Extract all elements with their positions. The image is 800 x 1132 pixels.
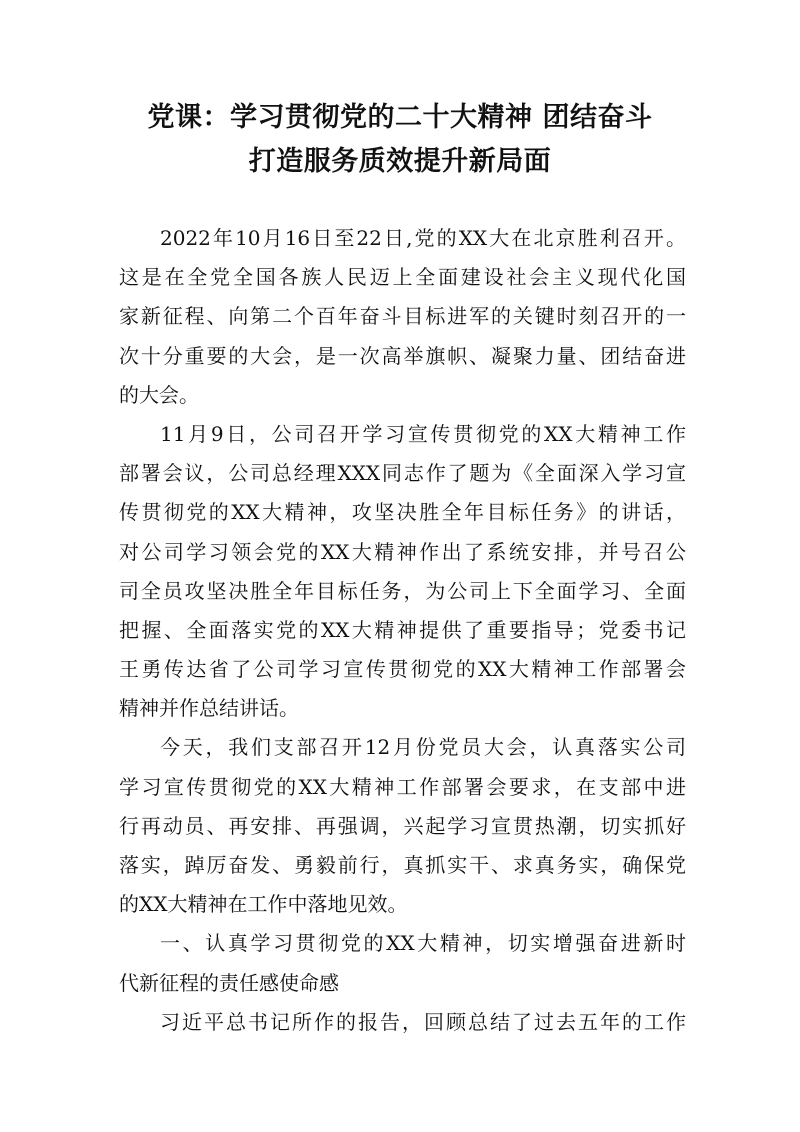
title-line: 打造服务质效提升新局面 xyxy=(248,146,552,177)
text-line: 的大会。 xyxy=(119,382,199,407)
text-line: 对公司学习领会党的XX大精神作出了系统安排，并号召公 xyxy=(119,539,686,564)
text-line: 的XX大精神在工作中落地见效。 xyxy=(119,892,408,917)
text-line: 次十分重要的大会，是一次高举旗帜、凝聚力量、团结奋进 xyxy=(119,343,686,368)
text-line: 精神并作总结讲话。 xyxy=(119,696,299,721)
text-line: 部署会议，公司总经理XXX同志作了题为《全面深入学习宣 xyxy=(119,461,686,486)
text-line: 王勇传达省了公司学习宣传贯彻党的XX大精神工作部署会 xyxy=(119,657,686,682)
paragraph xyxy=(119,1003,686,1042)
text-line: 学习宣传贯彻党的XX大精神工作部署会要求，在支部中进 xyxy=(119,774,686,799)
title-line: 党课：学习贯彻党的二十大精神 团结奋斗 xyxy=(147,102,653,133)
paragraph xyxy=(119,728,686,924)
text-line: 11月9日，公司召开学习宣传贯彻党的XX大精神工作 xyxy=(160,421,686,446)
text-line: 传贯彻党的XX大精神，攻坚决胜全年目标任务》的讲话， xyxy=(119,500,686,525)
text-line: 行再动员、再安排、再强调，兴起学习宣贯热潮，切实抓好 xyxy=(119,813,686,838)
text-line: 家新征程、向第二个百年奋斗目标进军的关键时刻召开的一 xyxy=(119,304,686,329)
document-title xyxy=(100,96,700,184)
document-body xyxy=(119,219,686,1042)
section-heading xyxy=(119,924,686,1002)
paragraph xyxy=(119,415,686,729)
text-line: 落实，踔厉奋发、勇毅前行，真抓实干、求真务实，确保党 xyxy=(119,853,686,877)
text-line: 代新征程的责任感使命感 xyxy=(119,970,339,995)
text-line: 习近平总书记所作的报告，回顾总结了过去五年的工作 xyxy=(160,1009,686,1034)
text-line: 一、认真学习贯彻党的XX大精神，切实增强奋进新时 xyxy=(160,931,686,956)
text-line: 2022年10月16日至22日,党的XX大在北京胜利召开。 xyxy=(160,226,686,250)
text-line: 把握、全面落实党的XX大精神提供了重要指导；党委书记 xyxy=(119,617,686,642)
text-line: 这是在全党全国各族人民迈上全面建设社会主义现代化国 xyxy=(119,265,686,290)
text-line: 今天，我们支部召开12月份党员大会，认真落实公司 xyxy=(160,735,686,760)
text-line: 司全员攻坚决胜全年目标任务，为公司上下全面学习、全面 xyxy=(119,578,686,603)
paragraph xyxy=(119,219,686,415)
